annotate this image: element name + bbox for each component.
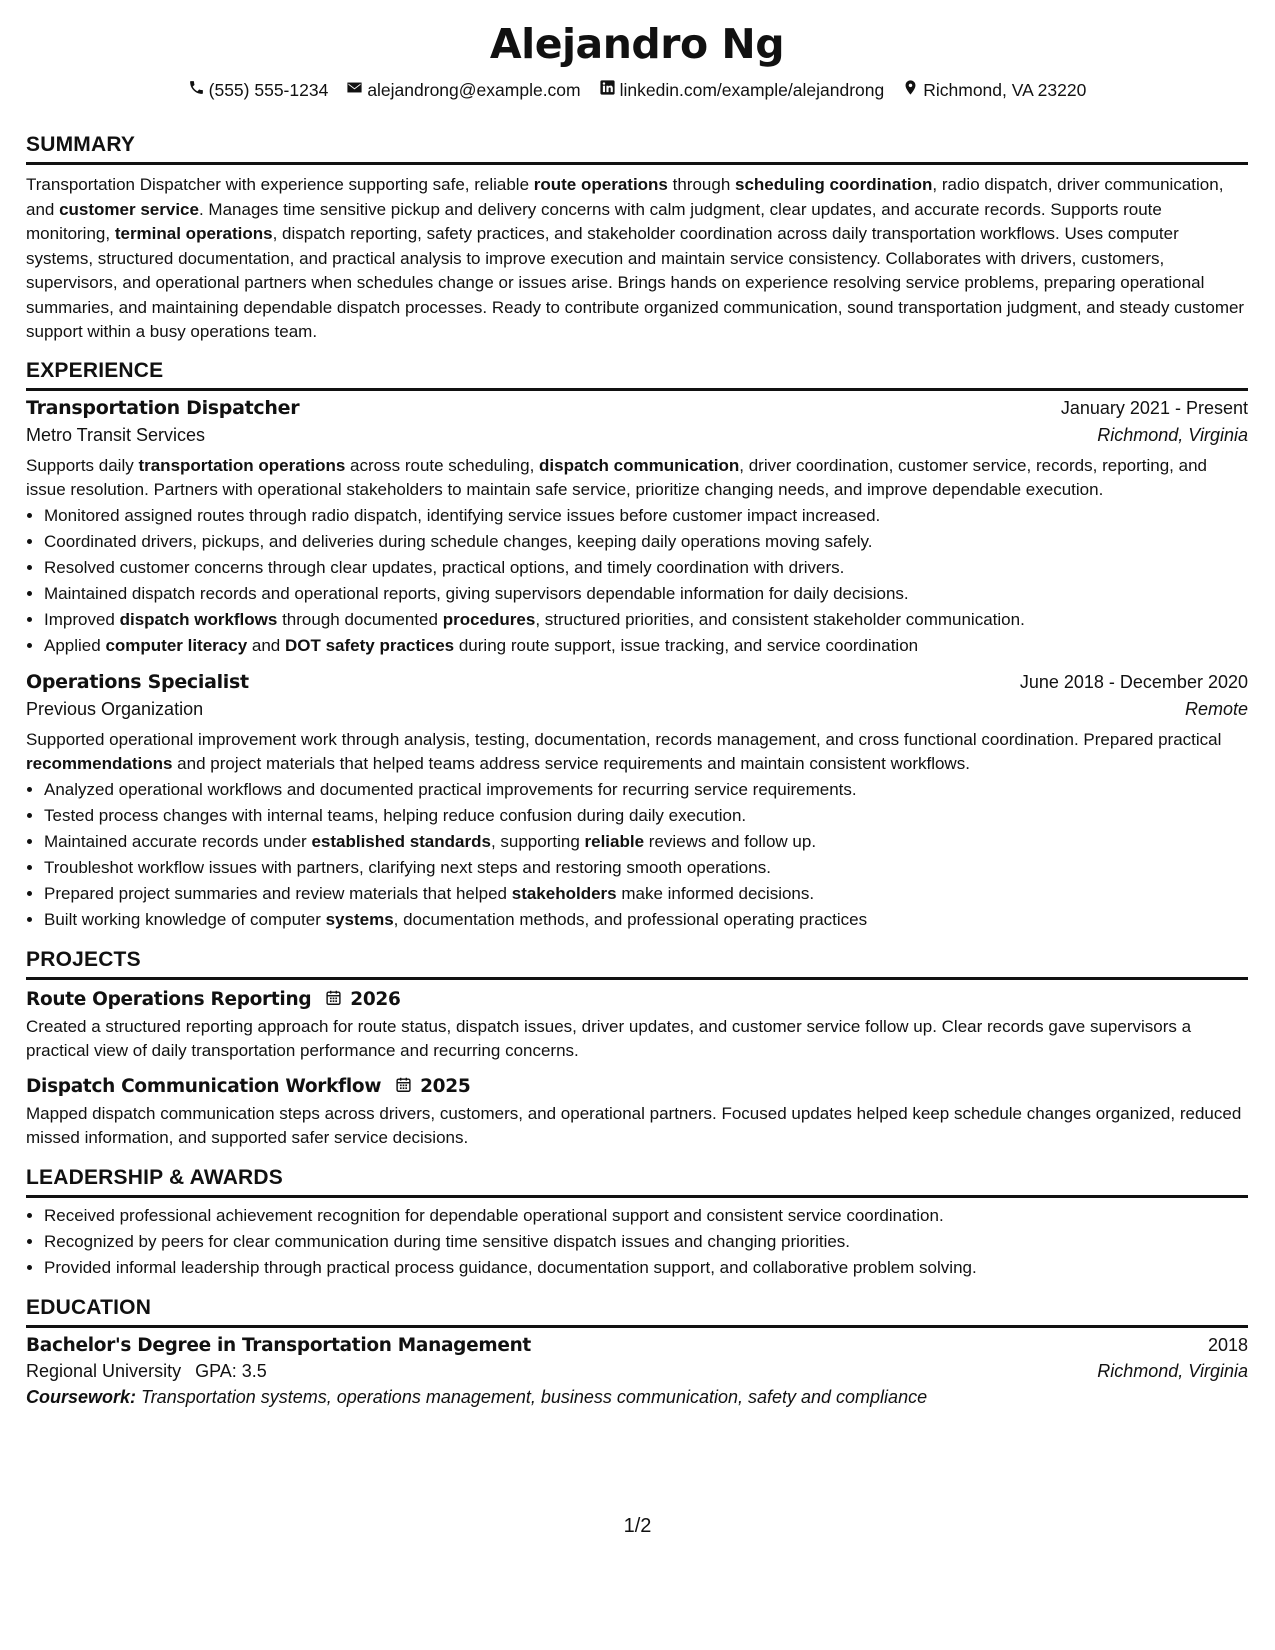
project-year-text: 2026 xyxy=(350,989,401,1010)
calendar-icon xyxy=(325,989,342,1011)
text-run: Built working knowledge of computer xyxy=(44,909,326,929)
text-run: Troubleshot workflow issues with partners, clarifying next steps and restoring smooth operations. xyxy=(44,857,771,877)
job-entry xyxy=(26,397,1248,659)
education-header-row xyxy=(26,1335,1248,1356)
job-location: Remote xyxy=(1184,698,1248,719)
list-item xyxy=(44,777,1248,803)
text-run: Resolved customer concerns through clear updates, practical options, and timely coordination with drivers. xyxy=(44,557,845,577)
experience-heading: EXPERIENCE xyxy=(26,358,1248,391)
envelope-icon xyxy=(346,79,363,101)
emphasis-text: computer literacy xyxy=(105,635,248,655)
school-info xyxy=(26,1361,267,1382)
list-item xyxy=(44,581,1248,607)
list-item: • Recognized by peers for clear communication during time sensitive dispatch issues and changing priorities. xyxy=(44,1229,1248,1255)
emphasis-text: dispatch communication xyxy=(539,455,740,475)
job-header-row xyxy=(26,397,1248,419)
project-entry xyxy=(26,1076,1248,1151)
text-run: , structured priorities, and consistent stakeholder communication. xyxy=(535,609,1025,629)
emphasis-text: stakeholders xyxy=(511,883,617,903)
text-run: Improved xyxy=(44,609,120,629)
education-heading: EDUCATION xyxy=(26,1295,1248,1328)
project-title: Route Operations Reporting xyxy=(26,989,312,1010)
calendar-icon xyxy=(395,1076,412,1098)
education-school-row xyxy=(26,1361,1248,1382)
emphasis-text: systems xyxy=(325,909,394,929)
list-item xyxy=(44,881,1248,907)
text-run: across route scheduling, xyxy=(345,455,540,475)
linkedin-icon xyxy=(599,79,616,101)
text-run: , driver coordination, customer service, records, reporting, and issue resolution. Partners with operational stakeholders to maintain safe service, prioritize changing needs, and improve dependable execution. xyxy=(26,455,1207,499)
page-number: 1/2 xyxy=(623,1515,652,1537)
email-text: alejandrong@example.com xyxy=(367,80,581,100)
job-description xyxy=(26,454,1248,503)
coursework-line xyxy=(26,1387,1248,1408)
emphasis-text: reliable xyxy=(584,831,645,851)
text-run: Monitored assigned routes through radio dispatch, identifying service issues before customer impact increased. xyxy=(44,505,881,525)
text-run: Analyzed operational workflows and documented practical improvements for recurring service requirements. xyxy=(44,779,857,799)
school-location: Richmond, Virginia xyxy=(1097,1360,1248,1381)
project-year xyxy=(395,1076,470,1098)
job-org: Metro Transit Services xyxy=(26,424,206,445)
text-run: through documented xyxy=(277,609,443,629)
degree-title: Bachelor's Degree in Transportation Management xyxy=(26,1334,531,1356)
resume-page xyxy=(26,18,1248,1408)
list-item xyxy=(44,803,1248,829)
graduation-year: 2018 xyxy=(1207,1334,1248,1355)
list-item xyxy=(44,907,1248,933)
text-run: Prepared project summaries and review materials that helped xyxy=(44,883,512,903)
job-dates: January 2021 - Present xyxy=(1060,397,1248,418)
job-entry xyxy=(26,671,1248,933)
summary-text xyxy=(26,173,1248,345)
text-run: Coordinated drivers, pickups, and deliveries during schedule changes, keeping daily operations moving safely. xyxy=(44,531,873,551)
emphasis-text: procedures xyxy=(442,609,536,629)
projects-section xyxy=(26,947,1248,1151)
phone-text: (555) 555-1234 xyxy=(208,80,329,100)
experience-section xyxy=(26,358,1248,933)
coursework-label: Coursework: xyxy=(26,1386,137,1407)
text-run: through xyxy=(667,175,735,194)
text-run: Supports daily xyxy=(26,455,139,475)
contact-bar xyxy=(26,79,1248,101)
emphasis-text: dispatch workflows xyxy=(119,609,278,629)
contact-phone xyxy=(188,79,329,101)
text-run: Supported operational improvement work through analysis, testing, documentation, records management, and cross functional coordination. Prepared practical xyxy=(26,729,1222,749)
job-description xyxy=(26,728,1248,777)
list-item xyxy=(44,633,1248,659)
project-title-row xyxy=(26,1076,1248,1098)
candidate-name: Alejandro Ng xyxy=(489,20,785,68)
phone-icon xyxy=(188,79,205,101)
project-title: Dispatch Communication Workflow xyxy=(26,1076,382,1097)
emphasis-text: route operations xyxy=(533,175,668,194)
list-item xyxy=(44,529,1248,555)
leadership-bullets xyxy=(26,1203,1248,1281)
project-entry xyxy=(26,989,1248,1064)
emphasis-text: recommendations xyxy=(26,754,173,773)
linkedin-text: linkedin.com/example/alejandrong xyxy=(619,80,885,100)
job-dates: June 2018 - December 2020 xyxy=(1019,671,1248,692)
text-run: , radio dispatch, driver communication, and xyxy=(26,175,1224,219)
list-item xyxy=(44,829,1248,855)
list-item: • Provided informal leadership through practical process guidance, documentation support, and collaborative problem solving. xyxy=(44,1255,1248,1281)
project-year-text: 2025 xyxy=(420,1076,471,1097)
contact-location xyxy=(902,79,1086,101)
job-header-row xyxy=(26,671,1248,693)
emphasis-text: DOT safety practices xyxy=(284,635,455,655)
location-text: Richmond, VA 23220 xyxy=(923,80,1087,100)
text-run: and xyxy=(247,635,285,655)
school-name: Regional University xyxy=(26,1360,182,1381)
job-org-row xyxy=(26,425,1248,446)
list-item xyxy=(44,503,1248,529)
gpa: GPA: 3.5 xyxy=(195,1360,267,1381)
emphasis-text: transportation operations xyxy=(138,455,346,475)
text-run: and project materials that helped teams address service requirements and maintain consistent workflows. xyxy=(172,754,970,773)
project-title-row xyxy=(26,989,1248,1011)
project-year xyxy=(325,989,400,1011)
text-run: Maintained accurate records under xyxy=(44,831,312,851)
job-location: Richmond, Virginia xyxy=(1097,424,1248,445)
job-org-row xyxy=(26,699,1248,720)
list-item xyxy=(44,855,1248,881)
text-run: Applied xyxy=(44,635,106,655)
projects-heading: PROJECTS xyxy=(26,947,1248,980)
job-bullets xyxy=(26,777,1248,933)
list-item xyxy=(44,555,1248,581)
emphasis-text: established standards xyxy=(311,831,491,851)
text-run: during route support, issue tracking, and service coordination xyxy=(454,635,919,655)
project-description: Mapped dispatch communication steps across drivers, customers, and operational partners. Focused updates helped keep schedule changes organized, reduced missed information, and supported safer service decisions. xyxy=(26,1103,1242,1147)
leadership-section xyxy=(26,1165,1248,1281)
text-run: , documentation methods, and professional operating practices xyxy=(393,909,868,929)
project-description: Created a structured reporting approach for route status, dispatch issues, driver updates, and customer service follow up. Clear records gave supervisors a practical view of daily transportation performance and recurring concerns. xyxy=(26,1016,1192,1060)
map-pin-icon xyxy=(902,79,919,101)
text-run: . Manages time sensitive pickup and delivery concerns with calm judgment, clear updates, and accurate records. Supports route monitoring, xyxy=(26,199,1162,243)
leadership-heading: LEADERSHIP & AWARDS xyxy=(26,1165,1248,1198)
job-bullets xyxy=(26,503,1248,659)
text-run: Tested process changes with internal teams, helping reduce confusion during daily execution. xyxy=(44,805,747,825)
contact-email[interactable] xyxy=(346,79,580,101)
text-run: , supporting xyxy=(490,831,585,851)
text-run: reviews and follow up. xyxy=(644,831,817,851)
summary-heading: SUMMARY xyxy=(26,132,1248,165)
emphasis-text: customer service xyxy=(59,199,199,219)
text-run: , dispatch reporting, safety practices, and stakeholder coordination across daily transportation workflows. Uses computer systems, structured documentation, and practical analysis to improve execution and maintain service consistency. Collaborates with drivers, customers, supervisors, and operational partners when schedules change or issues arise. Brings hands on experience resolving service problems, preparing operational summaries, and maintaining dependable dispatch processes. Ready to contribute organized communication, sound transportation judgment, and steady customer support within a busy operations team. xyxy=(26,224,1245,341)
job-title: Transportation Dispatcher xyxy=(26,396,300,419)
education-section xyxy=(26,1295,1248,1408)
emphasis-text: scheduling coordination xyxy=(735,175,933,194)
contact-linkedin[interactable] xyxy=(599,79,885,101)
text-run: Transportation Dispatcher with experience supporting safe, reliable xyxy=(26,175,534,194)
list-item: • Received professional achievement recognition for dependable operational support and consistent service coordination. xyxy=(44,1203,1248,1229)
coursework-text: Transportation systems, operations management, business communication, safety and compliance xyxy=(136,1386,928,1407)
summary-section xyxy=(26,132,1248,345)
list-item xyxy=(44,607,1248,633)
text-run: make informed decisions. xyxy=(616,883,815,903)
emphasis-text: terminal operations xyxy=(114,224,273,243)
text-run: Maintained dispatch records and operational reports, giving supervisors dependable information for daily decisions. xyxy=(44,583,909,603)
job-title: Operations Specialist xyxy=(26,670,249,693)
job-org: Previous Organization xyxy=(26,698,204,719)
